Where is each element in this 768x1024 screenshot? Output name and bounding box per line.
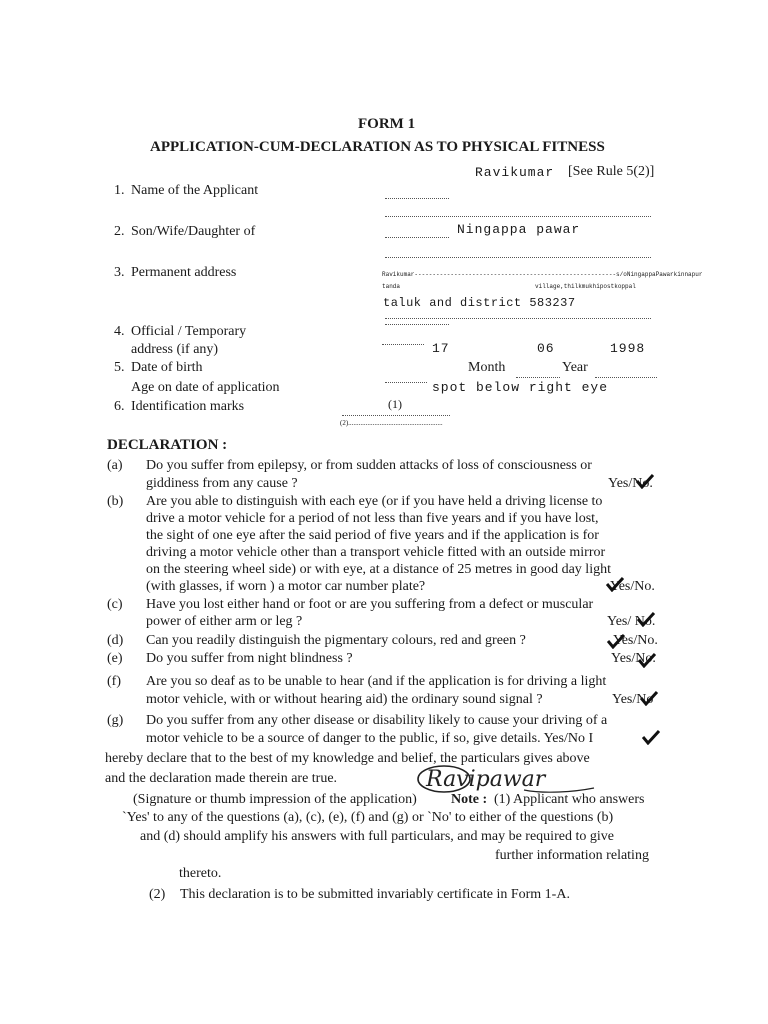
checkmark-icon: [638, 652, 656, 668]
year-label: Year: [562, 360, 588, 375]
form-title: APPLICATION-CUM-DECLARATION AS TO PHYSICAL FITNESS: [150, 139, 605, 155]
question-a-line-2: giddiness from any cause ?: [146, 476, 298, 491]
address-line-2b: village,thilkmukhipostkoppal: [535, 283, 636, 290]
question-e-answer: Yes/No.: [611, 651, 656, 666]
question-c-label: (c): [107, 597, 123, 612]
month-line: [516, 377, 560, 378]
note-1-line-4: further information relating: [495, 848, 649, 863]
age-short-line: [385, 382, 427, 383]
address-short-line: [385, 324, 449, 325]
age-label: Age on date of application: [131, 380, 280, 395]
field-4-short-line: [382, 344, 424, 345]
field-4-number: 4.: [114, 324, 125, 339]
dob-year: 1998: [610, 341, 646, 356]
address-line-3: taluk and district 583237: [383, 296, 576, 310]
field-1-line: [385, 216, 651, 217]
address-line-1: Ravikumar--------------------------------------------------------s/oNingappaPawarkinnapur: [382, 271, 703, 278]
checkmark-icon: [606, 576, 624, 592]
address-line-2a: tanda: [382, 283, 401, 290]
question-a-line-1: Do you suffer from epilepsy, or from sudden attacks of loss of consciousness or: [146, 458, 592, 473]
signature-caption: (Signature or thumb impression of the application): [133, 792, 417, 807]
note-1-start: (1) Applicant who answers: [494, 792, 645, 807]
note-label: Note :: [451, 792, 488, 807]
field-1-label: Name of the Applicant: [131, 183, 259, 198]
checkmark-icon: [640, 690, 658, 706]
svg-text:Ravipawar: Ravipawar: [426, 767, 546, 792]
question-g-line-4: and the declaration made therein are true.: [105, 771, 338, 786]
question-d-label: (d): [107, 633, 124, 648]
question-b-answer: Yes/No.: [610, 579, 655, 594]
question-b-line-6: (with glasses, if worn ) a motor car number plate?: [146, 579, 426, 594]
field-2-label: Son/Wife/Daughter of: [131, 224, 256, 239]
question-d-answer: Yes/No.: [613, 633, 658, 648]
checkmark-icon: [636, 473, 654, 489]
field-4-label: Official / Temporary: [131, 324, 247, 339]
declaration-heading: DECLARATION :: [107, 437, 228, 453]
dob-month: 06: [537, 341, 555, 356]
question-f-answer: Yes/No: [612, 692, 654, 707]
month-label: Month: [468, 360, 506, 375]
question-e-line-1: Do you suffer from night blindness ?: [146, 651, 353, 666]
note-1-line-2: `Yes' to any of the questions (a), (c), (e), (f) and (g) or `No' to either of the questions (b): [122, 810, 614, 825]
question-g-line-3: hereby declare that to the best of my knowledge and belief, the particulars gives above: [105, 751, 590, 766]
checkmark-icon: [637, 611, 655, 627]
question-f-line-2: motor vehicle, with or without hearing aid) the ordinary sound signal ?: [146, 692, 543, 707]
question-e-label: (e): [107, 651, 123, 666]
question-b-line-2: drive a motor vehicle for a period of not less than five years and if you have lost,: [146, 511, 599, 526]
checkmark-icon: [642, 729, 660, 745]
checkmark-icon: [607, 633, 625, 649]
question-c-line-2: power of either arm or leg ?: [146, 614, 303, 629]
year-line: [595, 377, 657, 378]
question-b-line-4: driving a motor vehicle other than a transport vehicle fitted with an outside mirror: [146, 545, 606, 560]
dob-day: 17: [432, 341, 450, 356]
question-b-line-5: on the steering wheel side) or with eye, at a distance of 25 metres in good day light: [146, 562, 611, 577]
field-6-label: Identification marks: [131, 399, 245, 414]
identification-mark-1-line: [342, 415, 450, 416]
question-g-line-1: Do you suffer from any other disease or disability likely to cause your driving of a: [146, 713, 608, 728]
field-1-number: 1.: [114, 183, 125, 198]
question-c-line-1: Have you lost either hand or foot or are you suffering from a defect or muscular: [146, 597, 594, 612]
question-b-line-3: the sight of one eye after the said period of five years and if the application is for: [146, 528, 599, 543]
field-2-line: [385, 257, 651, 258]
applicant-name-value: Ravikumar: [475, 165, 555, 180]
question-b-label: (b): [107, 494, 124, 509]
note-1-line-5: thereto.: [179, 866, 222, 881]
question-b-line-1: Are you able to distinguish with each eye (or if you have held a driving license to: [146, 494, 603, 509]
field-6-number: 6.: [114, 399, 125, 414]
field-3-number: 3.: [114, 265, 125, 280]
question-c-answer: Yes/ No.: [607, 614, 656, 629]
field-1-short-line: [385, 198, 449, 199]
question-d-line-1: Can you readily distinguish the pigmentary colours, red and green ?: [146, 633, 526, 648]
field-5-label: Date of birth: [131, 360, 203, 375]
field-2-value: Ningappa pawar: [457, 222, 581, 237]
note-2-number: (2): [149, 887, 166, 902]
field-4-label-line-2: address (if any): [131, 342, 219, 357]
question-a-label: (a): [107, 458, 123, 473]
note-1-line-3: and (d) should amplify his answers with full particulars, and may be required to give: [140, 829, 614, 844]
question-f-label: (f): [107, 674, 121, 689]
field-2-number: 2.: [114, 224, 125, 239]
identification-mark-1: (1): [388, 397, 402, 411]
rule-reference: [See Rule 5(2)]: [568, 164, 655, 179]
field-5-number: 5.: [114, 360, 125, 375]
field-3-label: Permanent address: [131, 265, 237, 280]
note-2-text: This declaration is to be submitted invariably certificate in Form 1-A.: [180, 887, 570, 902]
address-line: [385, 318, 651, 319]
question-g-label: (g): [107, 713, 124, 728]
question-g-line-2: motor vehicle to be a source of danger to the public, if so, give details. Yes/No I: [146, 731, 594, 746]
identification-value: spot below right eye: [432, 380, 609, 395]
form-number: FORM 1: [358, 116, 416, 132]
question-f-line-1: Are you so deaf as to be unable to hear (and if the application is for driving a light: [146, 674, 607, 689]
field-2-short-line: [385, 237, 449, 238]
identification-mark-2: (2)......................................................: [340, 419, 443, 427]
question-a-answer: Yes/No.: [608, 476, 653, 491]
